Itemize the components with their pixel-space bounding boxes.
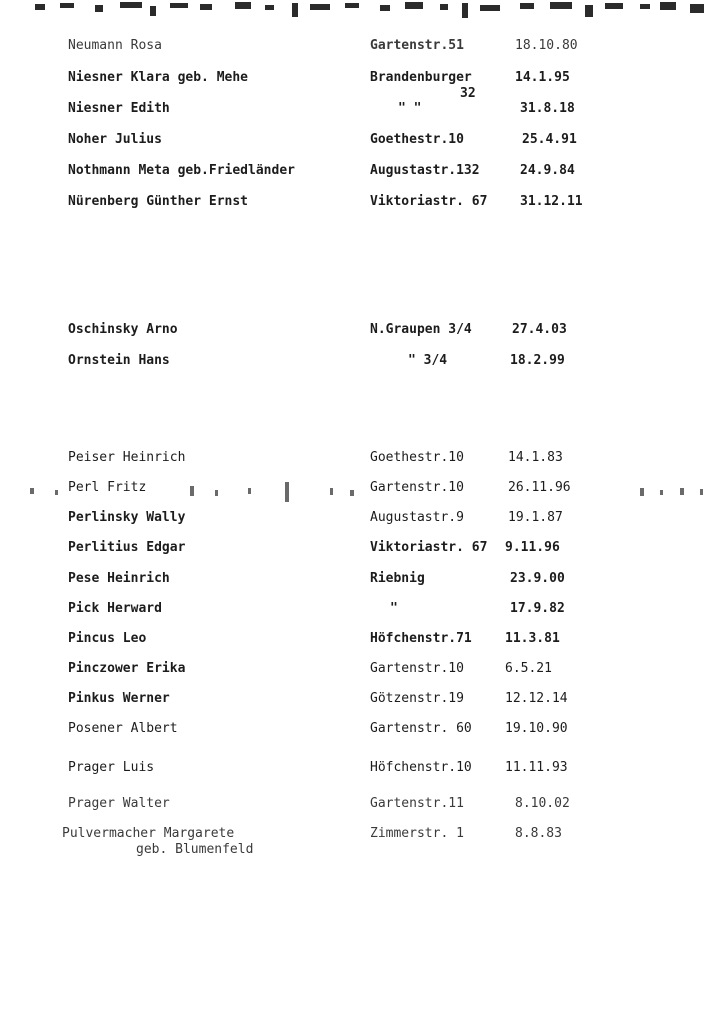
person-name: Neumann Rosa [68, 38, 162, 53]
person-name: Niesner Klara geb. Mehe [68, 70, 249, 85]
birth-date: 9.11.96 [505, 540, 560, 555]
birth-date: 17.9.82 [510, 601, 565, 616]
street-address: Gartenstr.11 [370, 796, 464, 811]
birth-date: 11.3.81 [505, 631, 560, 646]
list-item [0, 794, 723, 814]
person-name: Nürenberg Günther Ernst [68, 194, 249, 209]
street-address: " " [398, 101, 422, 116]
birth-date: 18.2.99 [510, 353, 565, 368]
person-name: Pinkus Werner [68, 691, 170, 706]
list-item [0, 569, 723, 589]
birth-date: 24.9.84 [520, 163, 575, 178]
list-item [0, 629, 723, 649]
person-name: Prager Luis [68, 760, 155, 775]
list-item [0, 689, 723, 709]
person-name: Perlinsky Wally [68, 510, 186, 525]
street-address: Viktoriastr. 67 [370, 194, 488, 209]
person-name: Pinczower Erika [68, 661, 186, 676]
street-address: Gartenstr.10 [370, 661, 464, 676]
list-item [0, 320, 723, 340]
birth-date: 26.11.96 [508, 480, 571, 495]
birth-date: 8.8.83 [515, 826, 562, 841]
birth-date: 19.1.87 [508, 510, 563, 525]
street-address: Augustastr.132 [370, 163, 480, 178]
list-item [0, 99, 723, 119]
list-item [0, 659, 723, 679]
street-address: Riebnig [370, 571, 425, 586]
list-item [0, 36, 723, 56]
birth-date: 19.10.90 [505, 721, 568, 736]
list-item [0, 161, 723, 181]
person-name: Pulvermacher Margarete [62, 826, 235, 841]
street-address: Gartenstr.10 [370, 480, 464, 495]
birth-date: 31.8.18 [520, 101, 575, 116]
street-address: Gartenstr. 60 [370, 721, 472, 736]
list-item [0, 538, 723, 558]
list-item [0, 351, 723, 371]
birth-date: 14.1.83 [508, 450, 563, 465]
birth-date: 11.11.93 [505, 760, 568, 775]
street-address: Zimmerstr. 1 [370, 826, 464, 841]
person-name: Prager Walter [68, 796, 170, 811]
top-edge-smudge [0, 0, 723, 26]
birth-date: 27.4.03 [512, 322, 567, 337]
person-name: Peiser Heinrich [68, 450, 186, 465]
street-address: Höfchenstr.71 [370, 631, 472, 646]
birth-date: 25.4.91 [522, 132, 577, 147]
person-name: Niesner Edith [68, 101, 170, 116]
list-item [0, 719, 723, 739]
person-name: Posener Albert [68, 721, 178, 736]
street-address: Götzenstr.19 [370, 691, 464, 706]
list-item [0, 824, 723, 844]
person-name: Nothmann Meta geb.Friedländer [68, 163, 295, 178]
street-address: Brandenburger [370, 70, 472, 85]
house-number: 32 [460, 86, 476, 101]
birth-date: 6.5.21 [505, 661, 552, 676]
street-address: Goethestr.10 [370, 132, 464, 147]
list-item [0, 130, 723, 150]
list-item [0, 599, 723, 619]
birth-date: 14.1.95 [515, 70, 570, 85]
street-address: Goethestr.10 [370, 450, 464, 465]
list-item [0, 192, 723, 212]
street-address: Viktoriastr. 67 [370, 540, 488, 555]
person-name: Pese Heinrich [68, 571, 170, 586]
person-name: Ornstein Hans [68, 353, 170, 368]
list-item [0, 508, 723, 528]
maiden-name: geb. Blumenfeld [136, 842, 254, 857]
birth-date: 23.9.00 [510, 571, 565, 586]
street-address: " 3/4 [408, 353, 448, 368]
birth-date: 18.10.80 [515, 38, 578, 53]
birth-date: 31.12.11 [520, 194, 583, 209]
street-address: N.Graupen 3/4 [370, 322, 472, 337]
street-address: " [390, 601, 398, 616]
birth-date: 12.12.14 [505, 691, 568, 706]
street-address: Höfchenstr.10 [370, 760, 472, 775]
birth-date: 8.10.02 [515, 796, 570, 811]
person-name: Perlitius Edgar [68, 540, 186, 555]
list-item [0, 68, 723, 88]
person-name: Noher Julius [68, 132, 162, 147]
list-item [0, 758, 723, 778]
person-name: Pincus Leo [68, 631, 147, 646]
person-name: Perl Fritz [68, 480, 147, 495]
list-item [0, 478, 723, 498]
list-item [0, 448, 723, 468]
person-name: Pick Herward [68, 601, 162, 616]
person-name: Oschinsky Arno [68, 322, 178, 337]
street-address: Augustastr.9 [370, 510, 464, 525]
street-address: Gartenstr.51 [370, 38, 464, 53]
